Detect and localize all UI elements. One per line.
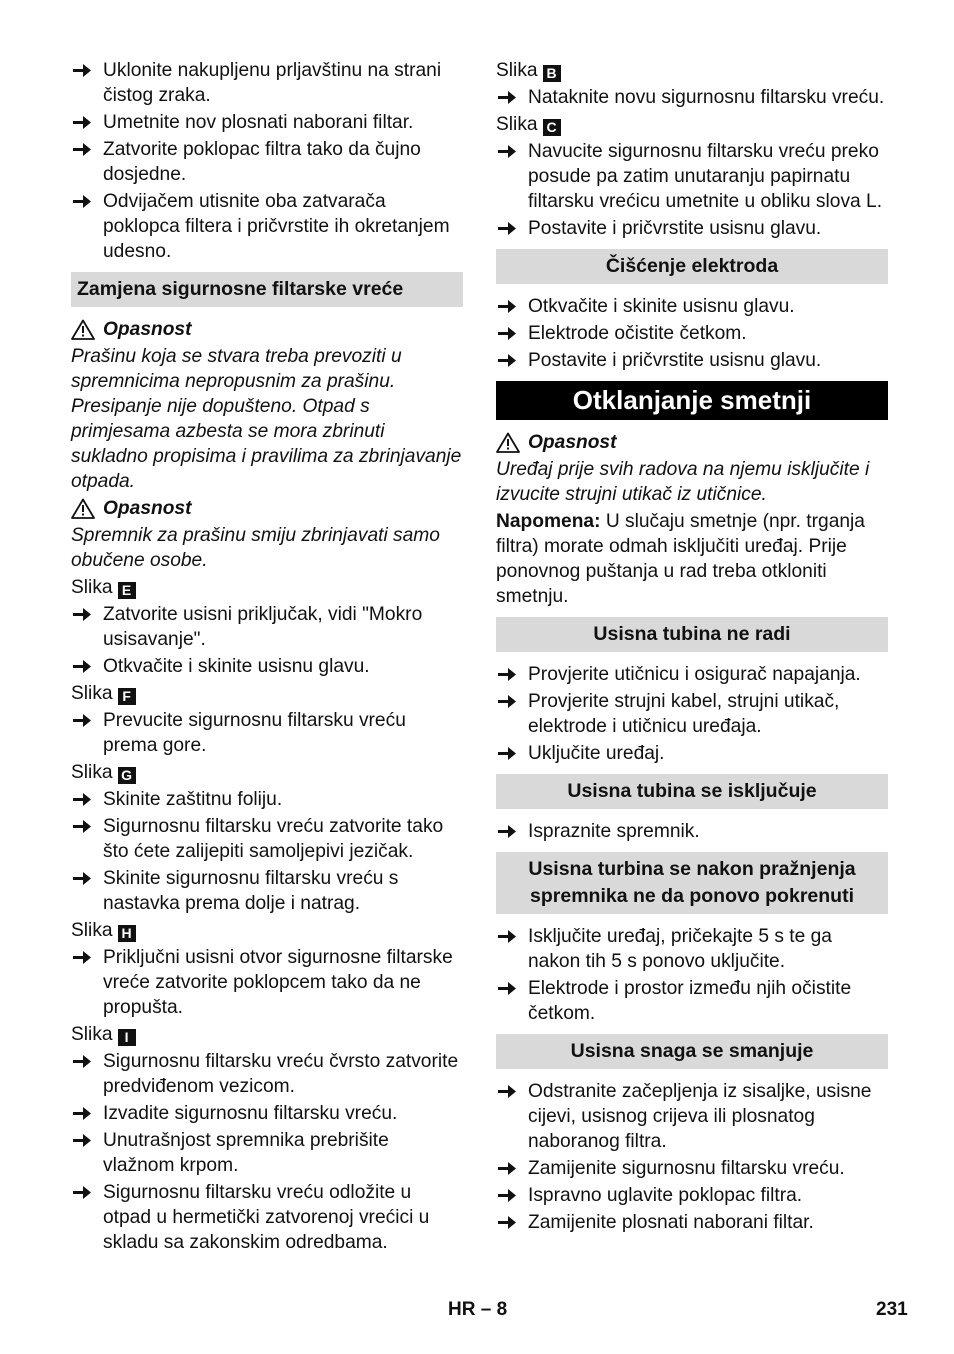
figure-ref-c	[496, 112, 888, 137]
list-item	[496, 1079, 888, 1154]
arrow-right-icon	[71, 787, 97, 812]
list-item	[71, 787, 463, 812]
figure-ref-i	[71, 1022, 463, 1047]
list-item-text: Ispravno uglavite poklopac filtra.	[528, 1185, 803, 1206]
arrow-right-icon	[496, 321, 522, 346]
list-item-text: Nataknite novu sigurnosnu filtarsku vreću.	[528, 87, 885, 108]
list-item-text: Umetnite nov plosnati naborani filtar.	[103, 112, 414, 133]
note-label: Napomena:	[496, 511, 601, 532]
list-item-text: Provjerite strujni kabel, strujni utikač, elektrode i utičnicu uređaja.	[528, 691, 840, 737]
arrow-right-icon	[71, 602, 97, 627]
section-title-suction-power-drops: Usisna snaga se smanjuje	[496, 1034, 888, 1069]
list-item-text: Skinite sigurnosnu filtarsku vreću s nastavka prema dolje i natrag.	[103, 868, 399, 914]
note-paragraph	[496, 509, 888, 609]
figure-ref-h	[71, 918, 463, 943]
list-item-text: Priključni usisni otvor sigurnosne filtarske vreće zatvorite poklopcem tako da ne propušta.	[103, 947, 453, 1018]
right-column	[496, 58, 888, 1237]
figure-letter-badge: I	[118, 1029, 136, 1046]
figure-label: Slika	[71, 920, 113, 941]
list-item-text: Ispraznite spremnik.	[528, 821, 700, 842]
list-item	[71, 708, 463, 758]
arrow-right-icon	[71, 1101, 97, 1126]
arrow-right-icon	[71, 137, 97, 162]
list-item-text: Elektrode očistite četkom.	[528, 323, 747, 344]
danger-label: Opasnost	[528, 432, 617, 453]
list-item-text: Sigurnosnu filtarsku vreću odložite u otpad u hermetički zatvorenoj vrećici u skladu sa zakonskim odredbama.	[103, 1182, 430, 1253]
danger-notice-dust	[71, 317, 463, 342]
figure-label: Slika	[496, 114, 538, 135]
list-item-text: Sigurnosnu filtarsku vreću čvrsto zatvorite predviđenom vezicom.	[103, 1051, 459, 1097]
section-title-turbine-no-restart: Usisna turbina se nakon pražnjenja spremnika ne da ponovo pokrenuti	[496, 852, 888, 914]
arrow-right-icon	[496, 1183, 522, 1208]
list-item	[71, 602, 463, 652]
arrow-right-icon	[496, 85, 522, 110]
list-item-text: Postavite i pričvrstite usisnu glavu.	[528, 218, 822, 239]
figure-letter-badge: C	[543, 119, 561, 136]
list-item	[496, 924, 888, 974]
figure-ref-e	[71, 575, 463, 600]
list-item	[71, 189, 463, 264]
list-item	[71, 1101, 463, 1126]
list-item-text: Otkvačite i skinite usisnu glavu.	[103, 656, 370, 677]
list-item	[496, 976, 888, 1026]
list-item	[71, 110, 463, 135]
list-item	[71, 58, 463, 108]
list-item-text: Isključite uređaj, pričekajte 5 s te ga nakon tih 5 s ponovo uključite.	[528, 926, 832, 972]
figure-letter-badge: H	[118, 925, 136, 942]
figure-ref-f	[71, 681, 463, 706]
list-item-text: Odvijačem utisnite oba zatvarača poklopca filtera i pričvrstite ih okretanjem udesno.	[103, 191, 450, 262]
list-item	[496, 1210, 888, 1235]
danger-notice-unplug	[496, 430, 888, 455]
section-title-turbine-switches-off: Usisna tubina se isključuje	[496, 774, 888, 809]
list-item-text: Izvadite sigurnosnu filtarsku vreću.	[103, 1103, 398, 1124]
list-item-text: Zatvorite usisni priključak, vidi "Mokro usisavanje".	[103, 604, 423, 650]
figure-letter-badge: F	[118, 688, 136, 705]
list-item	[496, 321, 888, 346]
arrow-right-icon	[496, 976, 522, 1001]
arrow-right-icon	[496, 139, 522, 164]
list-item-text: Prevucite sigurnosnu filtarsku vreću prema gore.	[103, 710, 406, 756]
figure-letter-badge: G	[118, 767, 136, 784]
danger-notice-trained	[71, 496, 463, 521]
list-item-text: Uklonite nakupljenu prljavštinu na strani čistog zraka.	[103, 60, 442, 106]
list-item	[71, 814, 463, 864]
list-item-text: Postavite i pričvrstite usisnu glavu.	[528, 350, 822, 371]
figure-letter-badge: E	[118, 582, 136, 599]
left-column	[71, 58, 463, 1257]
arrow-right-icon	[71, 1180, 97, 1205]
arrow-right-icon	[71, 110, 97, 135]
arrow-right-icon	[71, 866, 97, 891]
section-title-turbine-not-working: Usisna tubina ne radi	[496, 617, 888, 652]
arrow-right-icon	[496, 689, 522, 714]
arrow-right-icon	[496, 294, 522, 319]
arrow-right-icon	[496, 1156, 522, 1181]
section-title-replace-filter-bag: Zamjena sigurnosne filtarske vreće	[71, 272, 463, 307]
list-item	[71, 654, 463, 679]
figure-label: Slika	[71, 683, 113, 704]
list-item	[496, 1156, 888, 1181]
figure-label: Slika	[496, 60, 538, 81]
figure-label: Slika	[71, 762, 113, 783]
list-item-text: Zamijenite sigurnosnu filtarsku vreću.	[528, 1158, 845, 1179]
footer-language-page: HR – 8	[448, 1299, 508, 1320]
list-item	[496, 689, 888, 739]
danger-text: Prašinu koja se stvara treba prevoziti u spremnicima nepropusnim za prašinu. Presipanje nije dopušteno. Otpad s primjesama azbesta se mora zbrinuti sukladno propisima i pravilima za zbrinjavanje otpada.	[71, 346, 462, 492]
warning-triangle-icon	[71, 319, 95, 340]
figure-ref-b	[496, 58, 888, 83]
list-item-text: Provjerite utičnicu i osigurač napajanja.	[528, 664, 861, 685]
list-item	[71, 137, 463, 187]
list-item	[71, 1128, 463, 1178]
arrow-right-icon	[71, 1128, 97, 1153]
list-item-text: Elektrode i prostor između njih očistite četkom.	[528, 978, 852, 1024]
list-item-text: Zatvorite poklopac filtra tako da čujno dosjedne.	[103, 139, 421, 185]
arrow-right-icon	[71, 708, 97, 733]
section-title-electrode-cleaning: Čišćenje elektroda	[496, 249, 888, 284]
list-item	[71, 1049, 463, 1099]
danger-text: Spremnik za prašinu smiju zbrinjavati samo obučene osobe.	[71, 525, 440, 571]
list-item-text: Sigurnosnu filtarsku vreću zatvorite tako što ćete zalijepiti samoljepivi jezičak.	[103, 816, 444, 862]
list-item	[71, 945, 463, 1020]
arrow-right-icon	[71, 58, 97, 83]
list-item	[496, 348, 888, 373]
list-item-text: Uključite uređaj.	[528, 743, 665, 764]
list-item	[71, 1180, 463, 1255]
list-item	[496, 139, 888, 214]
page-number: 231	[876, 1299, 908, 1320]
list-item	[496, 741, 888, 766]
list-item	[496, 294, 888, 319]
list-item-text: Skinite zaštitnu foliju.	[103, 789, 283, 810]
list-item-text: Otkvačite i skinite usisnu glavu.	[528, 296, 795, 317]
list-item	[496, 85, 888, 110]
warning-triangle-icon	[71, 498, 95, 519]
list-item	[71, 866, 463, 916]
figure-ref-g	[71, 760, 463, 785]
danger-label: Opasnost	[103, 498, 192, 519]
figure-label: Slika	[71, 577, 113, 598]
list-item	[496, 216, 888, 241]
list-item	[496, 662, 888, 687]
arrow-right-icon	[496, 924, 522, 949]
warning-triangle-icon	[496, 432, 520, 453]
arrow-right-icon	[496, 819, 522, 844]
list-item-text: Navucite sigurnosnu filtarsku vreću preko posude pa zatim unutaranju papirnatu filtarsku vrećicu umetnite u obliku slova L.	[528, 141, 883, 212]
arrow-right-icon	[71, 189, 97, 214]
figure-label: Slika	[71, 1024, 113, 1045]
danger-text: Uređaj prije svih radova na njemu isključite i izvucite strujni utikač iz utičnice.	[496, 459, 870, 505]
arrow-right-icon	[71, 1049, 97, 1074]
arrow-right-icon	[496, 1079, 522, 1104]
arrow-right-icon	[71, 814, 97, 839]
arrow-right-icon	[496, 662, 522, 687]
list-item-text: Zamijenite plosnati naborani filtar.	[528, 1212, 814, 1233]
list-item	[496, 819, 888, 844]
list-item-text: Odstranite začepljenja iz sisaljke, usisne cijevi, usisnog crijeva ili plosnatog naboranog filtra.	[528, 1081, 872, 1152]
danger-label: Opasnost	[103, 319, 192, 340]
arrow-right-icon	[496, 1210, 522, 1235]
list-item	[496, 1183, 888, 1208]
chapter-title-troubleshooting: Otklanjanje smetnji	[496, 381, 888, 420]
list-item-text: Unutrašnjost spremnika prebrišite vlažnom krpom.	[103, 1130, 389, 1176]
arrow-right-icon	[496, 348, 522, 373]
arrow-right-icon	[71, 654, 97, 679]
figure-letter-badge: B	[543, 65, 561, 82]
arrow-right-icon	[71, 945, 97, 970]
note-text: U slučaju smetnje (npr. trganja filtra) morate odmah isključiti uređaj. Prije ponovnog puštanja u rad treba otkloniti smetnju.	[496, 511, 865, 607]
arrow-right-icon	[496, 741, 522, 766]
arrow-right-icon	[496, 216, 522, 241]
page-footer	[0, 1297, 954, 1323]
